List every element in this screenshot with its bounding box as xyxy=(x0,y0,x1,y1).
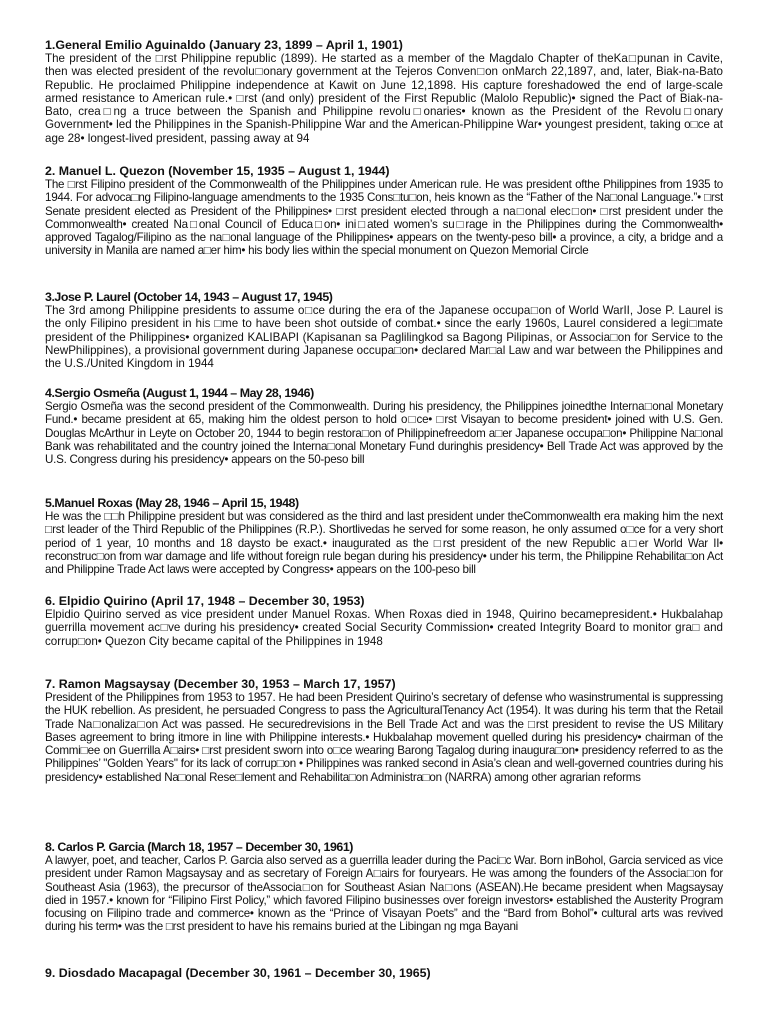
entry-heading: 6. Elpidio Quirino (April 17, 1948 – December 30, 1953) xyxy=(45,594,365,608)
entry-quezon xyxy=(45,164,723,258)
entry-heading: 2. Manuel L. Quezon (November 15, 1935 – August 1, 1944) xyxy=(45,164,390,178)
entry-heading: 9. Diosdado Macapagal (December 30, 1961 – December 30, 1965) xyxy=(45,966,431,980)
entry-heading: 4.Sergio Osmeña (August 1, 1944 – May 28, 1946) xyxy=(45,386,314,400)
entry-garcia xyxy=(45,840,723,934)
entry-heading: 7. Ramon Magsaysay (December 30, 1953 – March 17, 1957) xyxy=(45,677,396,691)
entry-body: Elpidio Quirino served as vice president under Manuel Roxas. When Roxas died in 1948, Quirino becamepresident.• Hukbalahap guerrilla movement ac□ve during his presidency• created Social Security Commission• created Integrity Board to monitor gra□ and corrup□on• Quezon City became capital of the Philippines in 1948 xyxy=(45,608,723,648)
entry-body: The □rst Filipino president of the Commonwealth of the Philippines under American rule. He was president ofthe Philippines from 1935 to 1944. For advoca□ng Filipino-language amendments to the 1935 Cons□tu□on, heis known as the “Father of the Na□onal Language.”• □rst Senate president elected as President of the Philippines• □rst president elected through a na□onal elec□on• □rst president under the Commonwealth• created Na□onal Council of Educa□on• ini□ated women’s su□rage in the Philippines during the Commonwealth• approved Tagalog/Filipino as the na□onal language of the Philippines• appears on the twenty-peso bill• a province, a city, a bridge and a university in Manila are named a□er him• his body lies within the special monument on Quezon Memorial Circle xyxy=(45,178,723,258)
entry-body: He was the □□h Philippine president but was considered as the third and last president under theCommonwealth era making him the next □rst leader of the Third Republic of the Philippines (R.P.). Shortlivedas he served for some reason, he only assumed o□ce for a very short period of 1 year, 10 months and 18 daysto be exact.• inaugurated as the □rst president of the new Republic a□er World War II• reconstruc□on from war damage and life without foreign rule began during his presidency• under his term, the Philippine Rehabilita□on Act and Philippine Trade Act laws were accepted by Congress• appears on the 100-peso bill xyxy=(45,510,723,577)
entry-body: The 3rd among Philippine presidents to assume o□ce during the era of the Japanese occupa□on of World WarII, Jose P. Laurel is the only Filipino president in his □me to have been shot outside of combat.• since the early 1960s, Laurel considered a legi□mate president of the Philippines• organized KALIBAPI (Kapisanan sa Paglilingkod sa Bagong Pilipinas, or Associa□on for Service to the NewPhilippines), a provisional government during Japanese occupa□on• declared Mar□al Law and war between the Philippines and the U.S./United Kingdom in 1944 xyxy=(45,304,723,371)
entry-quirino xyxy=(45,594,723,648)
entry-macapagal xyxy=(45,966,723,980)
entry-heading: 3.Jose P. Laurel (October 14, 1943 – August 17, 1945) xyxy=(45,290,333,304)
entry-heading: 5.Manuel Roxas (May 28, 1946 – April 15, 1948) xyxy=(45,496,299,510)
entry-heading: 1.General Emilio Aguinaldo (January 23, 1899 – April 1, 1901) xyxy=(45,38,403,52)
entry-osmena xyxy=(45,386,723,466)
entry-body: Sergio Osmeña was the second president of the Commonwealth. During his presidency, the Philippines joinedthe Interna□onal Monetary Fund.• became president at 65, making him the oldest person to hold o□ce• □rst Visayan to become president• joined with U.S. Gen. Douglas McArthur in Leyte on October 20, 1944 to begin restora□on of Philippinefreedom a□er Japanese occupa□on• Philippine Na□onal Bank was rehabilitated and the country joined the Interna□onal Monetary Fund duringhis presidency• Bell Trade Act was approved by the U.S. Congress during his presidency• appears on the 50-peso bill xyxy=(45,400,723,467)
entry-body: A lawyer, poet, and teacher, Carlos P. Garcia also served as a guerrilla leader during the Paci□c War. Born inBohol, Garcia serviced as vice president under Ramon Magsaysay and as secretary of Foreign A□airs for fouryears. He was among the founders of the Associa□on for Southeast Asia (1963), the precursor of theAssocia□on for Southeast Asian Na□ons (ASEAN).He became president when Magsaysay died in 1957.• known for “Filipino First Policy,” which favored Filipino businesses over foreign investors• established the Austerity Program focusing on Filipino trade and commerce• known as the “Prince of Visayan Poets” and the “Bard from Bohol”• cultural arts was revived during his term• was the □rst president to have his remains buried at the Libingan ng mga Bayani xyxy=(45,854,723,934)
entry-magsaysay xyxy=(45,677,723,784)
entry-aguinaldo xyxy=(45,38,723,145)
entry-body: President of the Philippines from 1953 to 1957. He had been President Quirino’s secretary of defense who wasinstrumental is suppressing the HUK rebellion. As president, he persuaded Congress to pass the AgriculturalTenancy Act (1954). It was during his term that the Retail Trade Na□onaliza□on Act was passed. He securedrevisions in the Bell Trade Act and was the □rst president to revise the US Military Bases agreement to bring itmore in line with Philippine interests.• Hukbalahap movement quelled during his presidency• chairman of the Commi□ee on Guerrilla A□airs• □rst president sworn into o□ce wearing Barong Tagalog during inaugura□on• presidency referred to as the Philippines’ "Golden Years" for its lack of corrup□on • Philippines was ranked second in Asia’s clean and well-governed countries during his presidency• established Na□onal Rese□lement and Rehabilita□on Administra□on (NARRA) among other agrarian reforms xyxy=(45,691,723,784)
entry-laurel xyxy=(45,290,723,370)
entry-roxas xyxy=(45,496,723,576)
entry-body: The president of the □rst Philippine republic (1899). He started as a member of the Magdalo Chapter of theKa□punan in Cavite, then was elected president of the revolu□onary government at the Tejeros Conven□on onMarch 22,1897, and, later, Biak-na-Bato Republic. He proclaimed Philippine independence at Kawit on June 12,1898. His capture foreshadowed the end of large-scale armed resistance to American rule.• □rst (and only) president of the First Republic (Malolo Republic)• signed the Pact of Biak-na-Bato, crea□ng a truce between the Spanish and Philippine revolu□onaries• known as the President of the Revolu□onary Government• led the Philippines in the Spanish-Philippine War and the American-Philippine War• youngest president, taking o□ce at age 28• longest-lived president, passing away at 94 xyxy=(45,52,723,145)
entry-heading: 8. Carlos P. Garcia (March 18, 1957 – December 30, 1961) xyxy=(45,840,353,854)
